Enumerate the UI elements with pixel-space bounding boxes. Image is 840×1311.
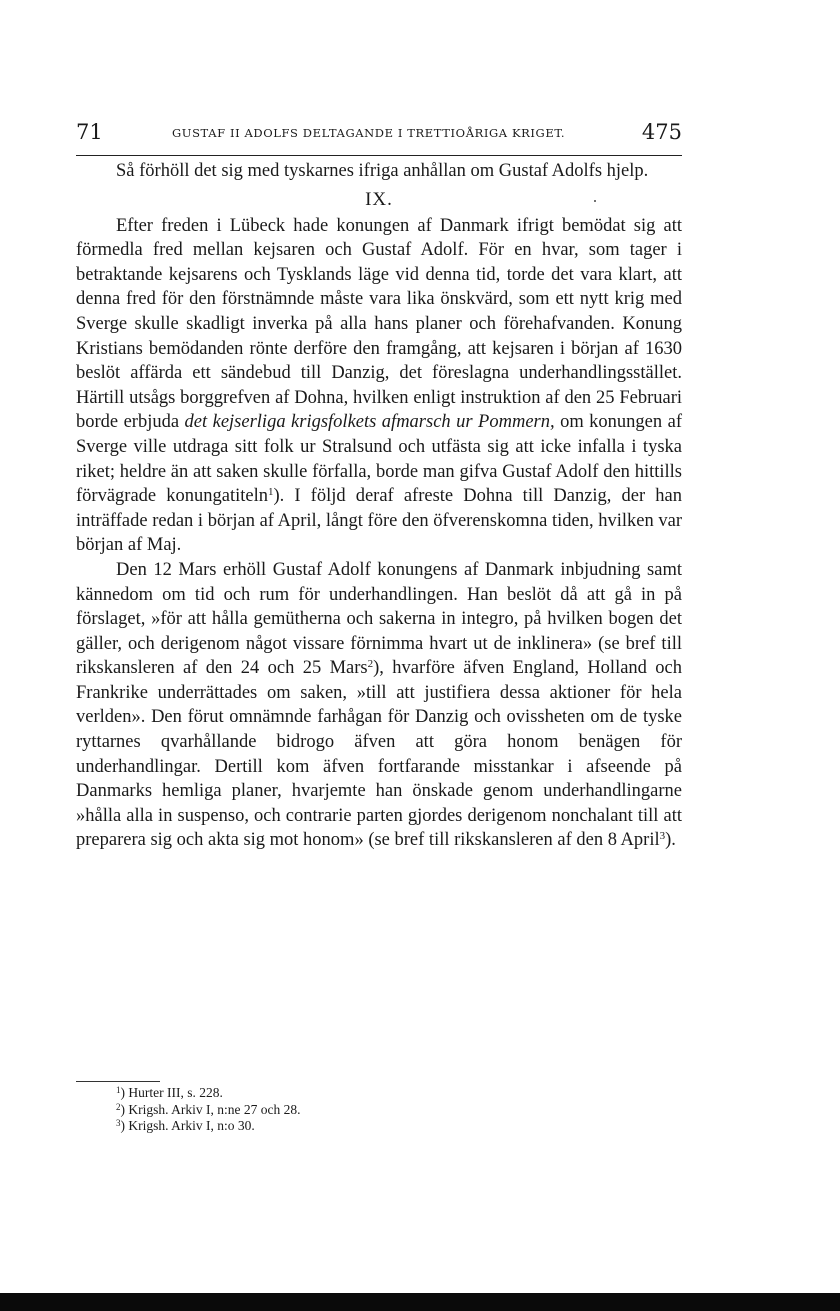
footnote-2-text: ) Krigsh. Arkiv I, n:ne 27 och 28.: [120, 1101, 301, 1117]
footnote-ref-2: 2: [367, 658, 374, 671]
section-heading: IX.: [365, 188, 393, 210]
paragraph-2-text-c: ). I följd deraf afreste Dohna till Danzig, der han inträffade redan i början af April, långt före den öfverenskomna tiden, hvilken var början af Maj.: [76, 486, 682, 556]
body-text: [76, 159, 682, 853]
footnote-1: [116, 1085, 616, 1102]
paragraph-2: [76, 214, 682, 558]
page-number-left: 71: [76, 120, 103, 144]
page-number-right: 475: [641, 120, 682, 144]
scan-border: [0, 1293, 840, 1311]
running-header: [76, 118, 682, 148]
header-rule: [76, 155, 682, 156]
paragraph-1-text: Så förhöll det sig med tyskarnes ifriga anhållan om Gustaf Adolfs hjelp.: [116, 161, 649, 181]
paragraph-3-text-b: ), hvarföre äfven England, Holland och Frankrike underrättades om saken, »till att justifiera dessa aktioner för hela verlden». Den förut omnämnde farhågan för Danzig och ovissheten om de tyske ryttarnes qvarhållande bidrogo äfven att göra honom benägen för underhandlingar. Dertill kom äfven fortfarande misstankar i afseende på Danmarks hemliga planer, hvarjemte han önskade genom underhandlingarne »hålla alla in suspenso, och contrarie parten gjordes derigenom nonchalant till att preparera sig och akta sig mot honom» (se bref till rikskansleren af den 8 April: [76, 658, 682, 851]
paragraph-1: [76, 159, 682, 184]
footnote-3-mark: 3: [116, 1118, 121, 1128]
paragraph-3-text-a: Den 12 Mars erhöll Gustaf Adolf konungens af Danmark inbjudning samt kännedom om tid och rum för underhandlingen. Han beslöt då att gå in på förslaget, »för att hålla gemütherna och sakerna in integro, på hvilken bogen det gäller, och derigenom något vissare förnimma hvart ut de inklinera» (se bref till rikskansleren af den 24 och 25 Mars: [76, 559, 682, 679]
footnote-2-mark: 2: [116, 1101, 121, 1112]
footnote-3-text: ) Krigsh. Arkiv I, n:o 30.: [120, 1118, 255, 1133]
paragraph-2-text-b: om konungen af Sverge ville utdraga sitt folk ur Stralsund och utfästa sig att icke infalla i tyska riket; heldre än att saken skulle förfalla, borde man gifva Gustaf Adolf den hittills förvägrade konungatiteln: [76, 412, 682, 507]
paragraph-2-italic: det kejserliga krigsfolkets afmarsch ur Pommern,: [184, 412, 555, 433]
footnote-1-mark: 1: [116, 1085, 121, 1095]
footnote-rule: [76, 1081, 160, 1082]
paragraph-3-text-c: ).: [665, 830, 676, 851]
running-title: GUSTAF II ADOLFS DELTAGANDE I TRETTIOÅRIGA KRIGET.: [172, 126, 566, 140]
footnotes: [116, 1085, 616, 1135]
footnote-1-text: ) Hurter III, s. 228.: [120, 1085, 223, 1100]
footnote-ref-3: 3: [659, 830, 666, 843]
footnote-2: [116, 1102, 616, 1119]
paragraph-2-text-a: Efter freden i Lübeck hade konungen af Danmark ifrigt bemödat sig att förmedla fred mellan kejsaren och Gustaf Adolf. För en hvar, som tager i betraktande kejsarens och Tysklands läge vid denna tid, torde det vara klart, att denna fred för den förstnämnde måste vara lika önskvärd, som ett nytt krig med Sverge skulle skadligt inverka på alla hans planer och förehafvanden. Konung Kristians bemödanden rönte derföre den framgång, att kejsaren i början af 1630 beslöt affärda ett sändebud till Danzig, det föreslagna underhandlingsstället. Härtill utsågs borggrefven af Dohna, hvilken enligt instruktion af den 25 Februari borde erbjuda: [76, 215, 682, 433]
footnote-3: [116, 1118, 616, 1135]
paragraph-3: [76, 558, 682, 853]
footnote-ref-1: 1: [267, 486, 274, 499]
